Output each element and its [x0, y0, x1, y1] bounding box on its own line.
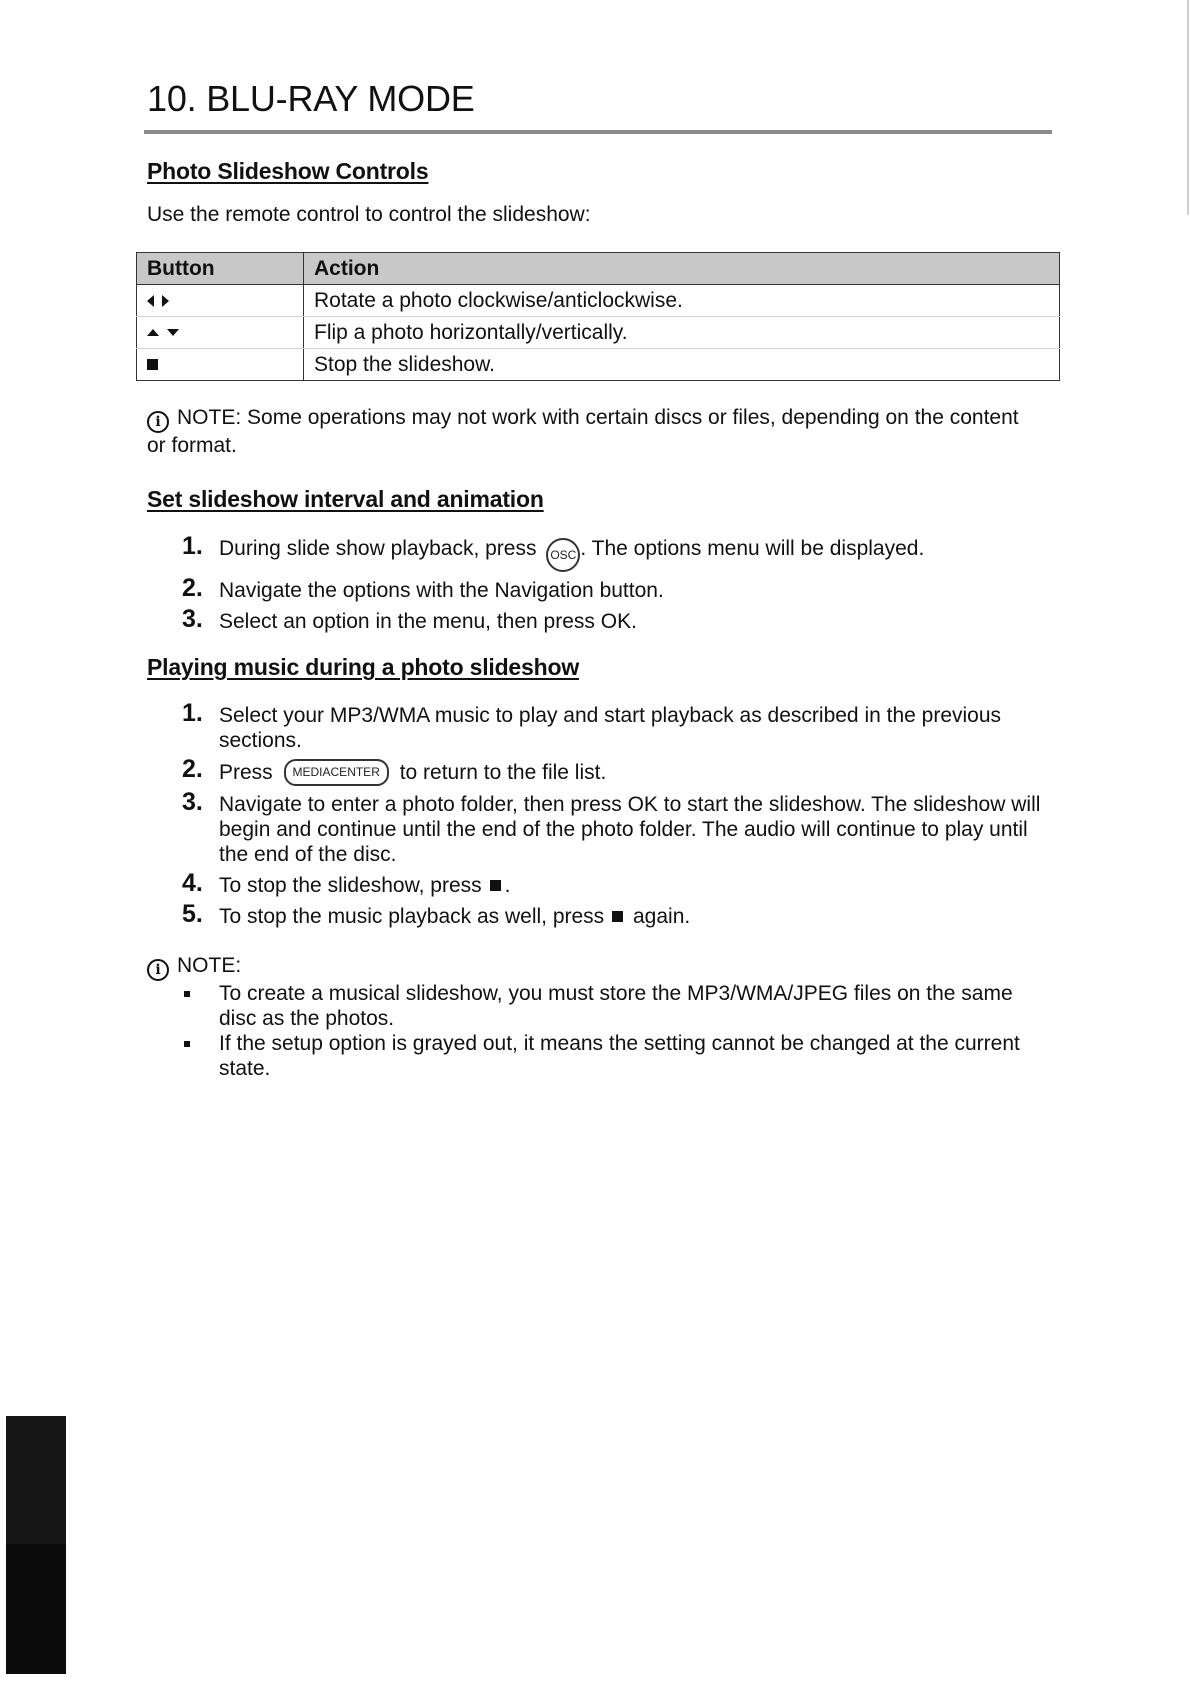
step-text: Select your MP3/WMA music to play and start playback as described in the previous sections.: [219, 704, 1002, 752]
info-icon: i: [147, 411, 169, 433]
note-bullets: [182, 981, 1022, 1081]
list-item: [182, 699, 1062, 753]
list-item: [182, 755, 1062, 786]
table-row: [137, 285, 1060, 317]
photo-controls-intro: Use the remote control to control the slideshow:: [147, 203, 591, 226]
list-item: [182, 574, 1062, 603]
page-edge-line: [1187, 0, 1189, 215]
list-item: [182, 532, 1062, 572]
music-steps: [182, 699, 1062, 935]
note-music: [147, 953, 1027, 981]
note-label: NOTE:: [177, 406, 242, 429]
info-icon: i: [147, 959, 169, 981]
title-divider: [144, 130, 1052, 134]
step-text: again.: [627, 905, 691, 928]
list-item: [182, 788, 1062, 867]
step-text: Navigate the options with the Navigation button.: [219, 579, 664, 602]
note-text: Some operations may not work with certain discs or files, depending on the content or format.: [147, 406, 1019, 457]
step-number: 1.: [182, 699, 203, 727]
table-cell-action: Flip a photo horizontally/vertically.: [304, 317, 1060, 349]
step-text: Navigate to enter a photo folder, then press OK to start the slideshow. The slideshow will begin and continue until the end of the photo folder. The audio will continue to play until the end of the disc.: [219, 793, 1041, 866]
bullet-icon: [184, 1041, 190, 1047]
step-text: Press: [219, 761, 279, 784]
list-item: [182, 1031, 1022, 1081]
step-number: 5.: [182, 900, 203, 928]
interval-heading: Set slideshow interval and animation: [147, 486, 544, 512]
list-item: [182, 900, 1062, 929]
osc-button-icon: OSC: [546, 538, 580, 572]
bullet-text: To create a musical slideshow, you must store the MP3/WMA/JPEG files on the same disc as the photos.: [219, 982, 1013, 1030]
table-row: [137, 349, 1060, 381]
music-heading: Playing music during a photo slideshow: [147, 654, 580, 680]
note-label: NOTE:: [177, 954, 242, 977]
table-row: [137, 317, 1060, 349]
list-item: [182, 981, 1022, 1031]
mediacenter-button-icon: MEDIACENTER: [284, 759, 389, 786]
step-number: 4.: [182, 869, 203, 897]
step-text: .: [504, 874, 511, 897]
interval-steps: [182, 532, 1062, 640]
page-title: 10. BLU-RAY MODE: [147, 78, 475, 119]
table-cell-button: [137, 317, 304, 349]
step-text: To stop the slideshow, press: [219, 874, 482, 897]
chapter-side-tab-top: [6, 1416, 66, 1544]
list-item: [182, 605, 1062, 634]
stop-icon: [612, 911, 623, 922]
chapter-side-tab: [6, 1416, 66, 1674]
step-text: To stop the music playback as well, press: [219, 905, 605, 928]
step-text: . The options menu will be displayed.: [580, 537, 925, 560]
left-arrow-icon: [147, 295, 154, 307]
note-operations: [147, 405, 1027, 459]
list-item: [182, 869, 1062, 898]
step-text: During slide show playback, press: [219, 537, 543, 560]
table-header-row: [137, 253, 1060, 285]
stop-icon: [490, 880, 501, 891]
photo-controls-heading: Photo Slideshow Controls: [147, 158, 429, 184]
step-number: 1.: [182, 532, 203, 560]
table-cell-action: Rotate a photo clockwise/anticlockwise.: [304, 285, 1060, 317]
step-number: 2.: [182, 755, 203, 783]
bullet-text: If the setup option is grayed out, it means the setting cannot be changed at the current state.: [219, 1032, 1020, 1080]
step-text: Select an option in the menu, then press OK.: [219, 610, 637, 633]
step-text: to return to the file list.: [393, 761, 607, 784]
bullet-icon: [184, 991, 190, 997]
right-arrow-icon: [162, 295, 169, 307]
table-header-action: Action: [304, 253, 1060, 285]
table-header-button: Button: [137, 253, 304, 285]
step-number: 3.: [182, 605, 203, 633]
step-number: 3.: [182, 788, 203, 816]
step-number: 2.: [182, 574, 203, 602]
up-arrow-icon: [147, 329, 159, 336]
controls-table: [136, 252, 1060, 381]
table-cell-action: Stop the slideshow.: [304, 349, 1060, 381]
table-cell-button: [137, 285, 304, 317]
down-arrow-icon: [167, 329, 179, 336]
table-cell-button: [137, 349, 304, 381]
stop-icon: [147, 359, 158, 370]
